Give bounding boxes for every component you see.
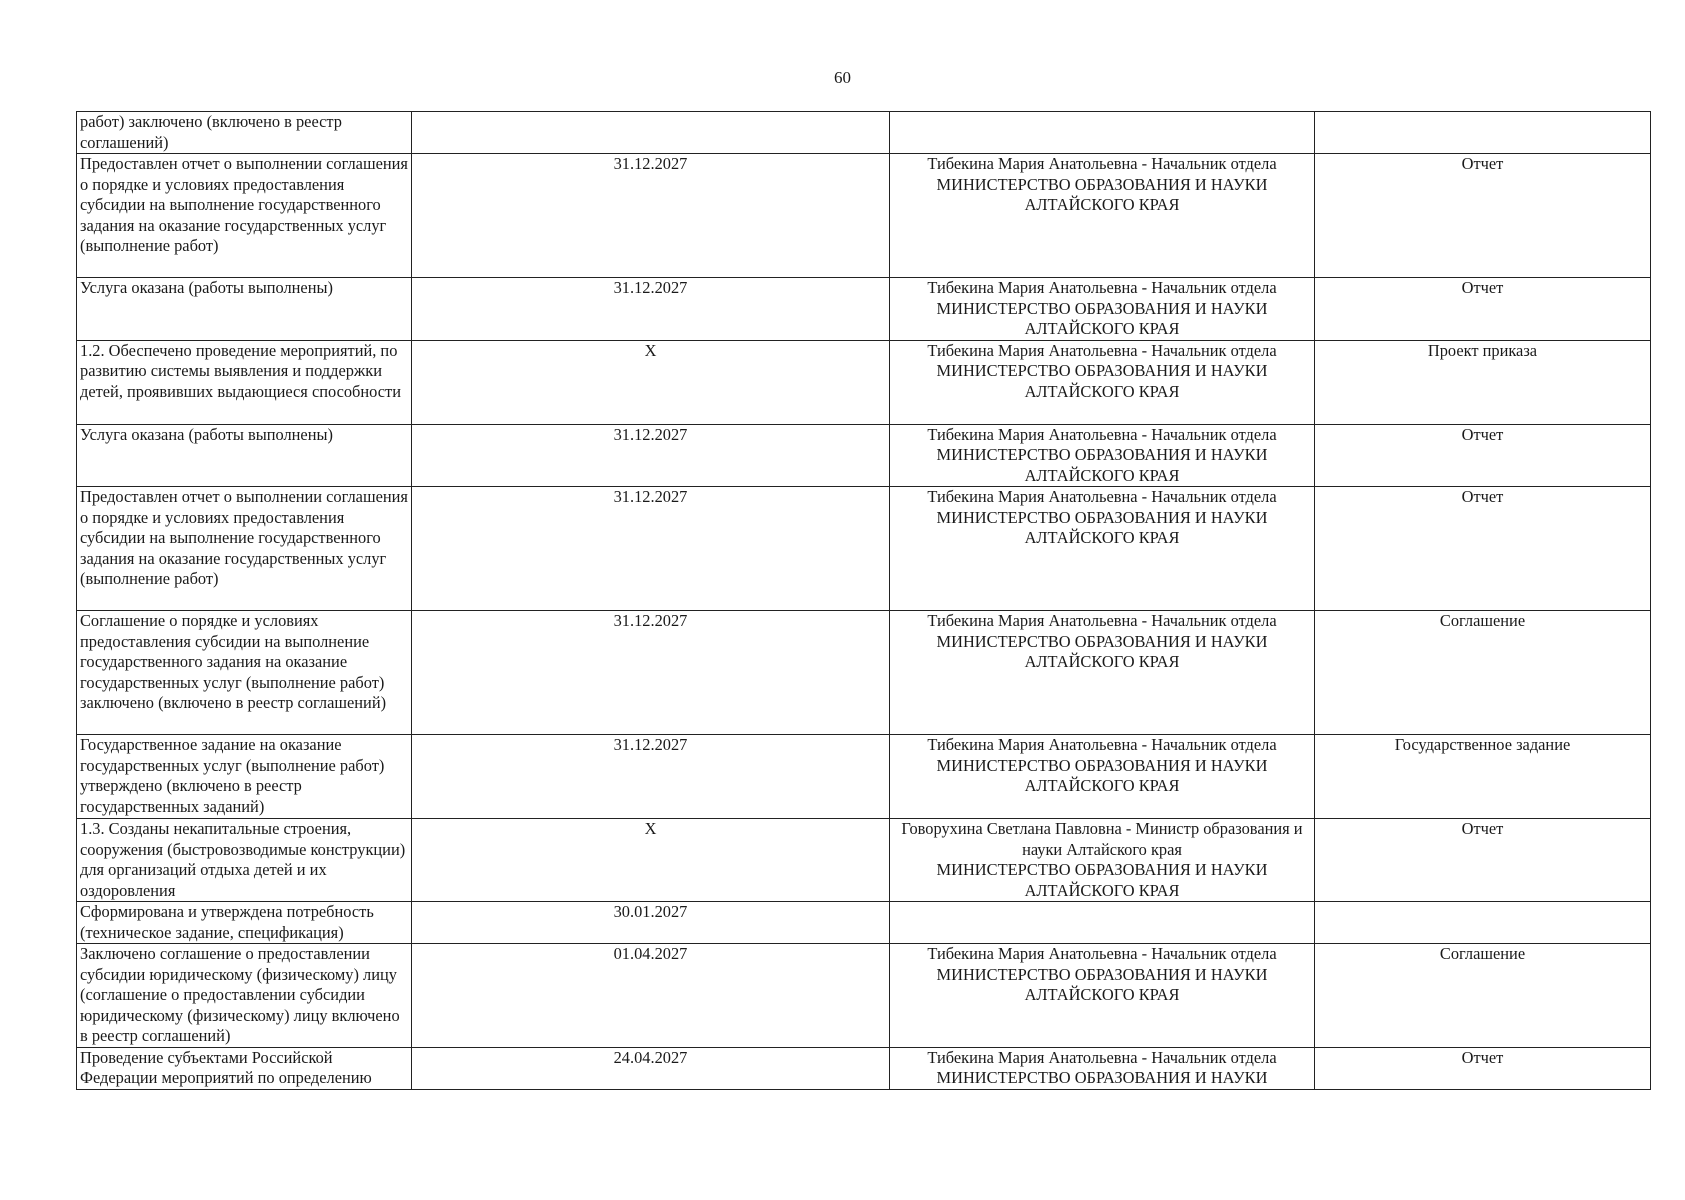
responsible-cell (890, 735, 1315, 819)
event-cell: Заключено соглашение о предоставлении субсидии юридическому (физическому) лицу (соглашение о предоставлении субсидии юридическому (физическому) лицу включено в реестр соглашений) (77, 944, 412, 1048)
responsible-org: МИНИСТЕРСТВО ОБРАЗОВАНИЯ И НАУКИ АЛТАЙСКОГО КРАЯ (936, 860, 1268, 900)
document-type-cell: Отчет (1315, 424, 1651, 487)
event-cell: Соглашение о порядке и условиях предоставления субсидии на выполнение государственного задания на оказание государственных услуг (выполнение работ) заключено (включено в реестр соглашений) (77, 611, 412, 735)
responsible-org: МИНИСТЕРСТВО ОБРАЗОВАНИЯ И НАУКИ АЛТАЙСКОГО КРАЯ (936, 361, 1268, 401)
date-cell: X (412, 819, 890, 902)
date-cell: 30.01.2027 (412, 902, 890, 944)
date-cell: 01.04.2027 (412, 944, 890, 1048)
responsible-org: МИНИСТЕРСТВО ОБРАЗОВАНИЯ И НАУКИ АЛТАЙСКОГО КРАЯ (936, 631, 1268, 671)
document-type-cell: Отчет (1315, 278, 1651, 341)
date-cell (412, 112, 890, 154)
event-cell: 1.2. Обеспечено проведение мероприятий, по развитию системы выявления и поддержки детей, проявивших выдающиеся способности (77, 340, 412, 424)
date-cell: 31.12.2027 (412, 735, 890, 819)
document-type-cell: Отчет (1315, 819, 1651, 902)
responsible-person: Тибекина Мария Анатольевна - Начальник отдела (927, 278, 1277, 297)
responsible-org: МИНИСТЕРСТВО ОБРАЗОВАНИЯ И НАУКИ АЛТАЙСКОГО КРАЯ (936, 507, 1268, 547)
responsible-cell (890, 1047, 1315, 1089)
responsible-cell (890, 819, 1315, 902)
responsible-cell (890, 611, 1315, 735)
date-cell: 31.12.2027 (412, 278, 890, 341)
responsible-org: МИНИСТЕРСТВО ОБРАЗОВАНИЯ И НАУКИ АЛТАЙСКОГО КРАЯ (936, 755, 1268, 795)
date-cell: 31.12.2027 (412, 611, 890, 735)
responsible-cell (890, 487, 1315, 611)
responsible-org: МИНИСТЕРСТВО ОБРАЗОВАНИЯ И НАУКИ АЛТАЙСКОГО КРАЯ (936, 445, 1268, 485)
responsible-person: Тибекина Мария Анатольевна - Начальник отдела (927, 611, 1277, 630)
table-row (77, 611, 1651, 735)
document-type-cell: Соглашение (1315, 611, 1651, 735)
event-cell: Сформирована и утверждена потребность (техническое задание, спецификация) (77, 902, 412, 944)
responsible-cell (890, 112, 1315, 154)
table-row (77, 112, 1651, 154)
responsible-person: Тибекина Мария Анатольевна - Начальник отдела (927, 487, 1277, 506)
event-cell: 1.3. Созданы некапитальные строения, сооружения (быстровозводимые конструкции) для организаций отдыха детей и их оздоровления (77, 819, 412, 902)
document-type-cell: Государственное задание (1315, 735, 1651, 819)
responsible-cell (890, 944, 1315, 1048)
document-table (76, 111, 1651, 1090)
table-row (77, 735, 1651, 819)
table-row (77, 154, 1651, 278)
responsible-org: МИНИСТЕРСТВО ОБРАЗОВАНИЯ И НАУКИ АЛТАЙСКОГО КРАЯ (936, 298, 1268, 338)
responsible-org: МИНИСТЕРСТВО ОБРАЗОВАНИЯ И НАУКИ (936, 1068, 1268, 1087)
event-cell: Услуга оказана (работы выполнены) (77, 424, 412, 487)
table-row (77, 487, 1651, 611)
responsible-person: Тибекина Мария Анатольевна - Начальник отдела (927, 424, 1277, 444)
event-cell: Предоставлен отчет о выполнении соглашения о порядке и условиях предоставления субсидии на выполнение государственного задания на оказание государственных услуг (выполнение работ) (77, 154, 412, 278)
table-row (77, 424, 1651, 487)
document-type-cell (1315, 112, 1651, 154)
responsible-person: Тибекина Мария Анатольевна - Начальник отдела (927, 340, 1277, 360)
responsible-person: Говорухина Светлана Павловна - Министр образования и науки Алтайского края (901, 819, 1303, 859)
date-cell: 31.12.2027 (412, 424, 890, 487)
document-type-cell: Отчет (1315, 154, 1651, 278)
responsible-person: Тибекина Мария Анатольевна - Начальник отдела (927, 154, 1277, 173)
table-row (77, 1047, 1651, 1089)
table-row (77, 902, 1651, 944)
event-cell: Государственное задание на оказание государственных услуг (выполнение работ) утверждено (включено в реестр государственных заданий) (77, 735, 412, 819)
date-cell: 31.12.2027 (412, 154, 890, 278)
event-cell: работ) заключено (включено в реестр соглашений) (77, 112, 412, 154)
document-type-cell: Проект приказа (1315, 340, 1651, 424)
table-row (77, 819, 1651, 902)
table-row (77, 944, 1651, 1048)
responsible-cell (890, 340, 1315, 424)
responsible-cell (890, 902, 1315, 944)
date-cell: 31.12.2027 (412, 487, 890, 611)
event-cell: Предоставлен отчет о выполнении соглашения о порядке и условиях предоставления субсидии на выполнение государственного задания на оказание государственных услуг (выполнение работ) (77, 487, 412, 611)
event-cell: Проведение субъектами Российской Федерации мероприятий по определению (77, 1047, 412, 1089)
document-type-cell: Соглашение (1315, 944, 1651, 1048)
responsible-org: МИНИСТЕРСТВО ОБРАЗОВАНИЯ И НАУКИ АЛТАЙСКОГО КРАЯ (936, 964, 1268, 1004)
responsible-cell (890, 424, 1315, 487)
responsible-person: Тибекина Мария Анатольевна - Начальник отдела (927, 1047, 1277, 1067)
page-number: 60 (834, 68, 851, 87)
responsible-person: Тибекина Мария Анатольевна - Начальник отдела (927, 735, 1277, 754)
responsible-org: МИНИСТЕРСТВО ОБРАЗОВАНИЯ И НАУКИ АЛТАЙСКОГО КРАЯ (936, 174, 1268, 214)
responsible-person: Тибекина Мария Анатольевна - Начальник отдела (927, 944, 1277, 963)
responsible-cell (890, 278, 1315, 341)
document-type-cell: Отчет (1315, 487, 1651, 611)
document-type-cell: Отчет (1315, 1047, 1651, 1089)
date-cell: X (412, 340, 890, 424)
responsible-cell (890, 154, 1315, 278)
table-row (77, 278, 1651, 341)
date-cell: 24.04.2027 (412, 1047, 890, 1089)
document-type-cell (1315, 902, 1651, 944)
event-cell: Услуга оказана (работы выполнены) (77, 278, 412, 341)
table-row (77, 340, 1651, 424)
